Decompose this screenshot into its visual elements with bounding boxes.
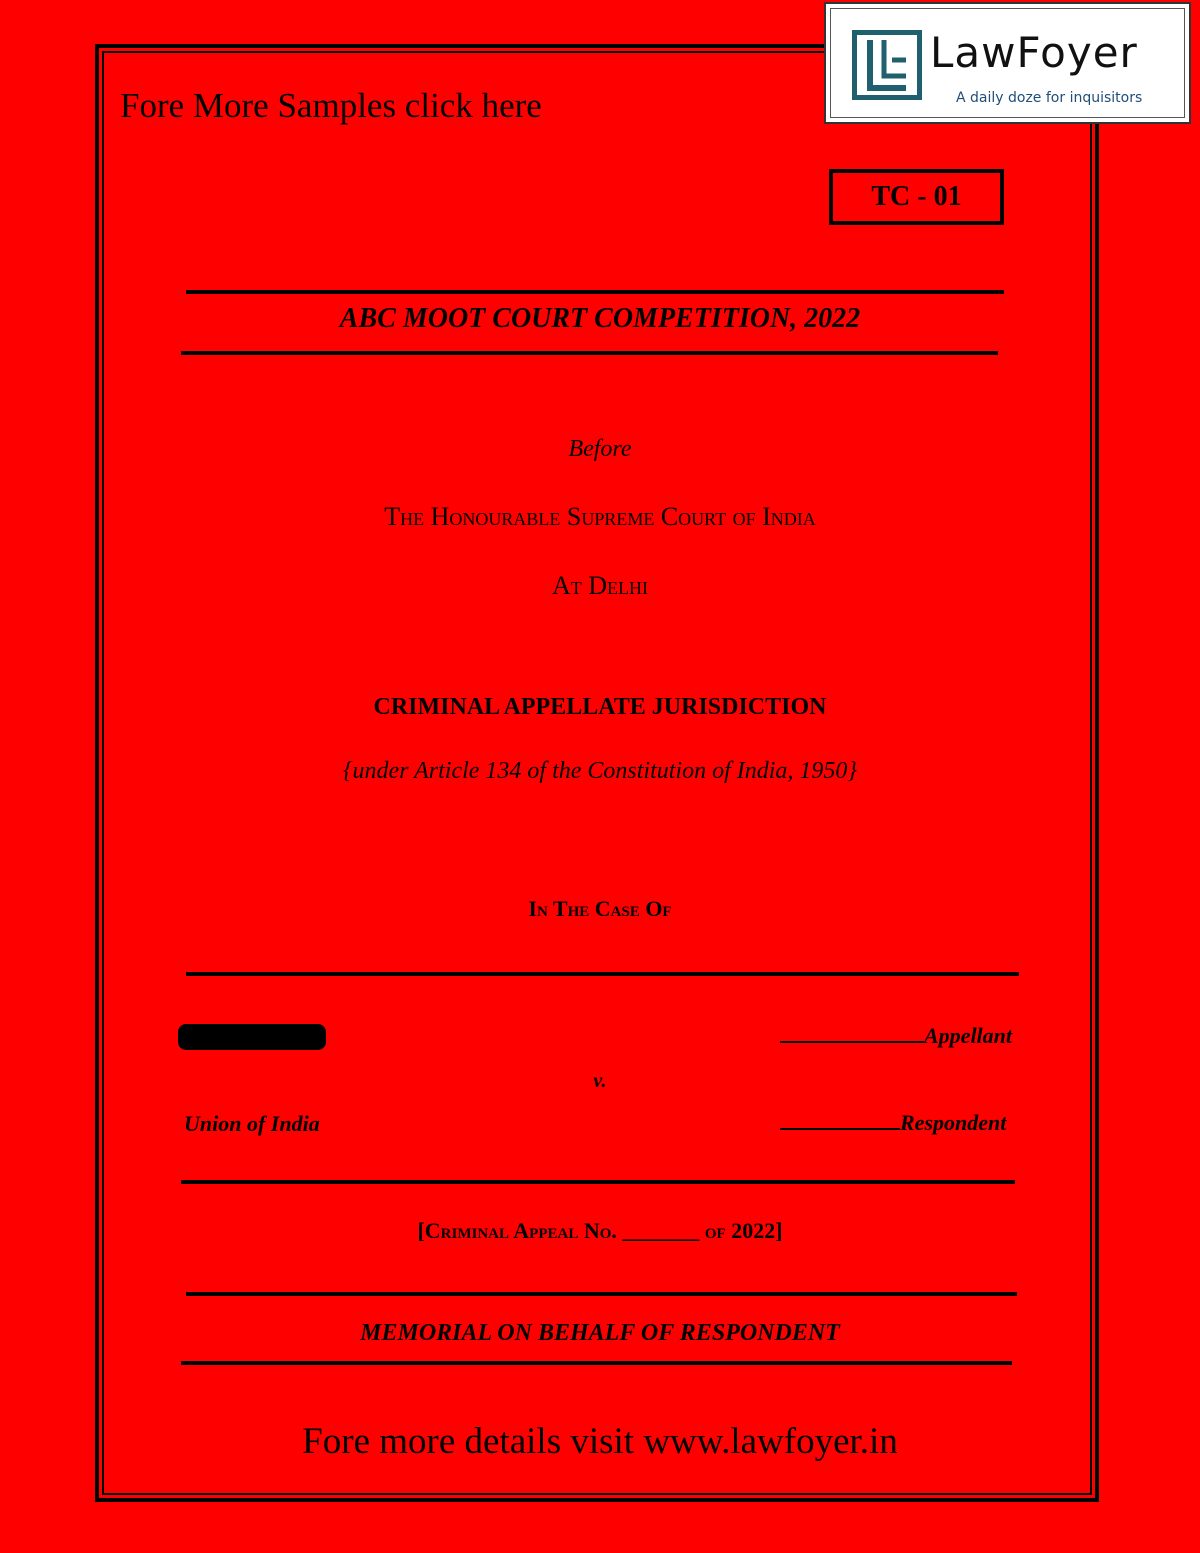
appellant-role: Appellant: [924, 1023, 1013, 1048]
appeal-number: [Criminal Appeal No. _______ of 2022]: [417, 1218, 783, 1243]
respondent-line: [780, 1110, 1006, 1136]
blank-line: [780, 1110, 900, 1130]
competition-title: ABC MOOT COURT COMPETITION, 2022: [339, 303, 861, 334]
case-heading: In The Case Of: [528, 896, 672, 921]
more-samples-link[interactable]: Fore More Samples click here: [120, 86, 542, 125]
divider: [186, 1292, 1017, 1296]
memorial-title: MEMORIAL ON BEHALF OF RESPONDENT: [360, 1320, 840, 1346]
court-location: At Delhi: [551, 571, 649, 600]
divider: [186, 290, 1004, 294]
respondent-name: Union of India: [184, 1111, 320, 1136]
divider: [186, 972, 1019, 976]
lawfoyer-logo[interactable]: [824, 2, 1191, 124]
versus-label: v.: [593, 1070, 607, 1092]
lawfoyer-emblem-icon: [852, 30, 922, 100]
divider: [181, 1180, 1015, 1184]
logo-tagline: A daily doze for inquisitors: [956, 90, 1143, 106]
divider: [181, 1361, 1012, 1365]
redacted-appellant-name: [178, 1024, 326, 1050]
logo-title: LawFoyer: [930, 28, 1138, 77]
jurisdiction-title: CRIMINAL APPELLATE JURISDICTION: [373, 694, 827, 720]
court-name: The Honourable Supreme Court of India: [384, 502, 816, 531]
respondent-role: Respondent: [900, 1110, 1007, 1135]
divider: [181, 351, 998, 355]
team-code-box: TC - 01: [829, 169, 1004, 225]
appellant-line: [780, 1023, 1012, 1049]
blank-line: [780, 1023, 924, 1043]
lawfoyer-website-link[interactable]: Fore more details visit www.lawfoyer.in: [302, 1421, 898, 1462]
jurisdiction-article: {under Article 134 of the Constitution of India, 1950}: [342, 758, 858, 784]
before-label: Before: [568, 436, 632, 462]
